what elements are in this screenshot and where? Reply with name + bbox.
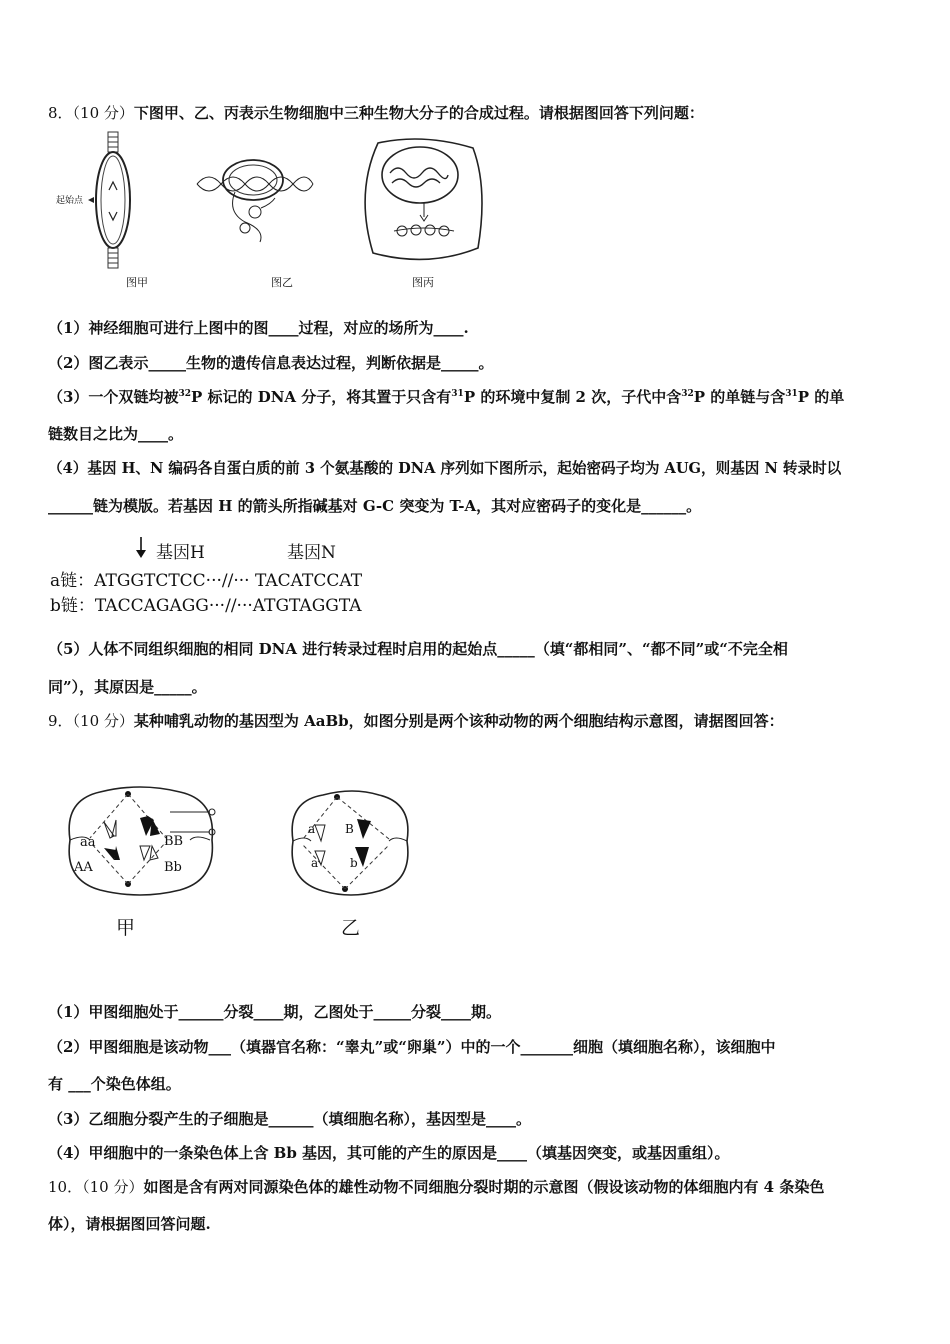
strand-b-sequence: b链：TACCAGAGG···//···ATGTAGGTA <box>50 596 362 616</box>
q8-sub5-line1: （5）人体不同组织细胞的相同 DNA 进行转录过程时启用的起始点_____（填“都相同”、“都不同”或“不完全相 <box>48 640 788 658</box>
strand-a-sequence: a链：ATGGTCTCC···//··· TACATCCAT <box>50 571 363 591</box>
caption-cell-yi: 乙 <box>341 917 361 939</box>
q9-sub4: （4）甲细胞中的一条染色体上含 Bb 基因，其可能的产生的原因是____（填基因突变，或基因重组）。 <box>48 1144 730 1162</box>
q9-sub3: （3）乙细胞分裂产生的子细胞是______（填细胞名称），基因型是____。 <box>48 1110 531 1128</box>
caption-yi: 图乙 <box>271 276 293 289</box>
q8-sub3-part-c: P 的环境中复制 2 次，子代中含 <box>463 388 682 406</box>
jia-label-bb-mixed: Bb <box>164 860 182 875</box>
q9-stem-text: 某种哺乳动物的基因型为 AaBb，如图分别是两个该种动物的两个细胞结构示意图，请据图回答： <box>133 712 784 730</box>
q8-sub3-sup2: 31 <box>451 389 464 399</box>
q8-sub3-part-b: P 标记的 DNA 分子，将其置于只含有 <box>190 388 452 406</box>
q8-sub3-sup1: 32 <box>178 389 191 399</box>
q8-sub4-line2: ______链为模版。若基因 H 的箭头所指碱基对 G-C 突变为 T-A，其对应密码子的变化是______。 <box>48 497 702 515</box>
q8-sub3-sup4: 31 <box>785 389 798 399</box>
jia-label-aa-upper: AA <box>74 860 93 875</box>
gene-h-label: 基因H <box>156 543 205 563</box>
yi-label-b-top: B <box>345 822 354 836</box>
q8-sub3-line2: 链数目之比为____。 <box>48 425 184 443</box>
q9-number: 9． <box>48 712 73 730</box>
yi-label-a-bottom: a <box>311 856 319 870</box>
q9-sub1: （1）甲图细胞处于______分裂____期，乙图处于_____分裂____期。 <box>48 1003 501 1021</box>
gene-n-label: 基因N <box>287 543 336 563</box>
figure-yi-transcription-translation <box>195 152 315 247</box>
q8-sub4-line1: （4）基因 H、N 编码各自蛋白质的前 3 个氨基酸的 DNA 序列如下图所示，起始密码子均为 AUG，则基因 N 转录时以 <box>48 460 842 477</box>
mutation-arrow-icon <box>134 536 148 560</box>
q10-score: （10 分） <box>82 1178 144 1196</box>
origin-point-label: 起始点 <box>56 196 84 206</box>
q8-sub1: （1）神经细胞可进行上图中的图____过程，对应的场所为____. <box>48 319 469 337</box>
figure-cell-yi <box>285 785 415 910</box>
q10-number: 10． <box>48 1178 83 1196</box>
q9-stem <box>48 711 784 731</box>
caption-cell-jia: 甲 <box>116 917 136 939</box>
q8-sub3-part-e: P 的单 <box>797 388 845 406</box>
q8-sub2: （2）图乙表示_____生物的遗传信息表达过程，判断依据是_____。 <box>48 354 494 372</box>
q8-sub3-line1 <box>48 387 844 407</box>
caption-jia: 图甲 <box>126 276 148 289</box>
q9-sub2-line1: （2）甲图细胞是该动物___（填器官名称：“睾丸”或“卵巢”）中的一个_______细胞（填细胞名称），该细胞中 <box>48 1038 776 1056</box>
q8-sub3-part-d: P 的单链与含 <box>693 388 786 406</box>
caption-bing: 图丙 <box>412 276 434 289</box>
yi-label-b-bottom: b <box>350 856 358 870</box>
q8-score: （10 分） <box>72 104 134 122</box>
q8-sub5-line2: 同”），其原因是_____。 <box>48 678 207 696</box>
q8-sub3-part-a: （3）一个双链均被 <box>48 388 179 406</box>
yi-label-a-top: a <box>308 822 316 836</box>
q8-stem <box>48 103 704 123</box>
q10-stem-line1 <box>48 1177 824 1197</box>
q10-stem-text: 如图是含有两对同源染色体的雄性动物不同细胞分裂时期的示意图（假设该动物的体细胞内有 4 条染色 <box>143 1178 825 1196</box>
q8-sub3-sup3: 32 <box>681 389 694 399</box>
q9-score: （10 分） <box>72 712 134 730</box>
q8-number: 8． <box>48 104 73 122</box>
q10-stem-line2: 体），请根据图回答问题. <box>48 1215 211 1233</box>
jia-label-bb-upper: BB <box>164 834 184 849</box>
q9-sub2-line2: 有 ___个染色体组。 <box>48 1075 181 1093</box>
jia-label-aa-lower: aa <box>80 835 96 850</box>
q8-stem-text: 下图甲、乙、丙表示生物细胞中三种生物大分子的合成过程。请根据图回答下列问题： <box>133 104 704 122</box>
figure-bing-eukaryotic-cell <box>358 135 488 267</box>
